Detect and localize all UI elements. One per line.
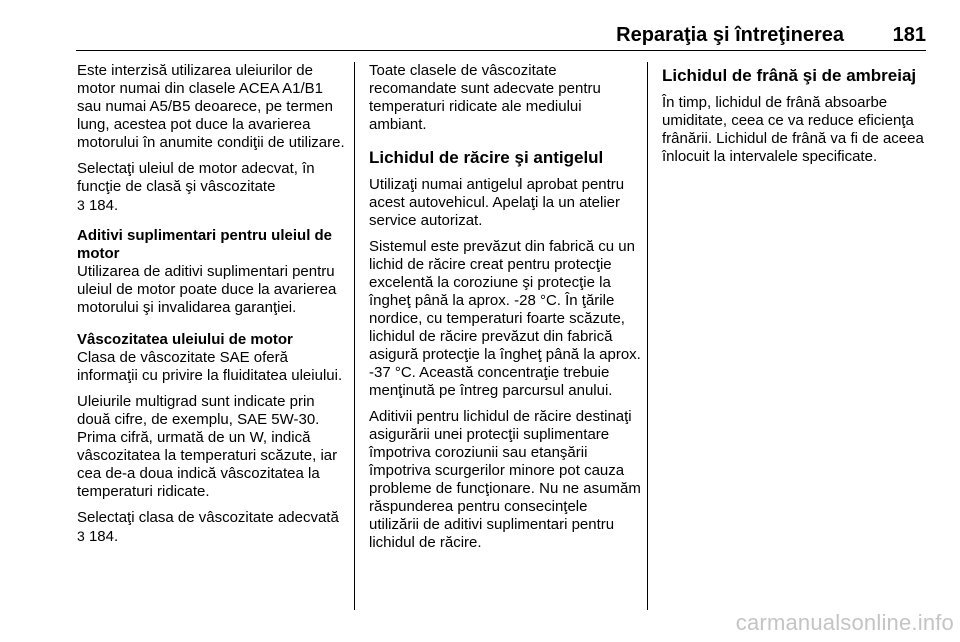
paragraph-select-oil: Selectaţi uleiul de motor adecvat, în funcţie de clasă şi vâscozitate 3 184. (77, 160, 315, 214)
column-1 (77, 62, 349, 554)
column-divider-2 (647, 62, 648, 610)
paragraph-brake-fluid: În timp, lichidul de frână absoarbe umiditate, ceea ce va reduce eficienţa frânării. Lichidul de frână va fi de aceea înlocuit la intervalele specificate. (662, 94, 924, 165)
page-number: 181 (892, 24, 926, 46)
page-ref-link[interactable]: 184. (84, 197, 119, 214)
header-divider (76, 50, 926, 51)
paragraph-coolant-protection: Sistemul este prevăzut din fabrică cu un lichid de răcire creat pentru protecţie excelentă la coroziune şi protecţie la îngheţ până la aprox. -28 °C. În ţările nordice, cu temperaturi foarte scăzute, lichidul de răcire prevăzut din fabrică asigură protecţie la îngheţ până la aprox. -37 °C. Această concentraţie trebuie menţinută pe întreg parcursul anului. (369, 238, 641, 399)
subheading-additives: Aditivi suplimentari pentru uleiul de motor (77, 227, 333, 262)
page-ref-icon: 3 (77, 528, 85, 544)
column-3 (662, 62, 934, 174)
paragraph-antifreeze: Utilizaţi numai antigelul aprobat pentru acest autovehicul. Apelaţi la un atelier service autorizat. (369, 176, 625, 229)
paragraph-coolant-additives: Aditivii pentru lichidul de răcire destinaţi asigurării unei protecţii suplimentare împotriva coroziunii sau etanşării împotriva scurgerilor minore pot cauza probleme de funcţionare. Nu ne asumăm răspunderea pentru consecinţele utilizării de aditivi suplimentari pentru lichidul de răcire. (369, 408, 641, 551)
column-divider-1 (354, 62, 355, 610)
paragraph-sae-class: Clasa de vâscozitate SAE oferă informaţii cu privire la fluiditatea uleiului. (77, 349, 343, 384)
heading-brake-fluid: Lichidul de frână şi de ambreiaj (662, 66, 917, 85)
paragraph-additives: Utilizarea de aditivi suplimentari pentru uleiul de motor poate duce la avarierea motorului şi invalidarea garanţiei. (77, 263, 337, 316)
heading-coolant: Lichidul de răcire şi antigelul (369, 148, 604, 167)
page-header (76, 20, 926, 50)
paragraph-oil-restriction: Este interzisă utilizarea uleiurilor de motor numai din clasele ACEA A1/B1 sau numai A5/B5 deoarece, pe termen lung, acestea pot duce la avarierea motorului în anumite condiţii de utilizare. (77, 62, 345, 151)
paragraph-multigrade: Uleiurile multigrad sunt indicate prin două cifre, de exemplu, SAE 5W-30. Prima cifră, urmată de un W, indică vâscozitatea la temperaturi scăzute, iar cea de-a doua indică vâscozitatea la temperaturi ridicate. (77, 393, 338, 500)
page-ref-link[interactable]: 184. (84, 528, 119, 545)
page-ref-icon: 3 (77, 197, 85, 213)
column-2 (369, 62, 641, 560)
section-title: Reparaţia şi întreţinerea (616, 24, 844, 46)
paragraph-viscosity-classes: Toate clasele de vâscozitate recomandate sunt adecvate pentru temperaturi ridicate ale mediului ambiant. (369, 62, 601, 133)
paragraph-select-viscosity: Selectaţi clasa de vâscozitate adecvată 3 184. (77, 509, 339, 545)
subheading-viscosity: Vâscozitatea uleiului de motor (77, 331, 293, 348)
watermark: carmanualsonline.info (735, 610, 954, 635)
